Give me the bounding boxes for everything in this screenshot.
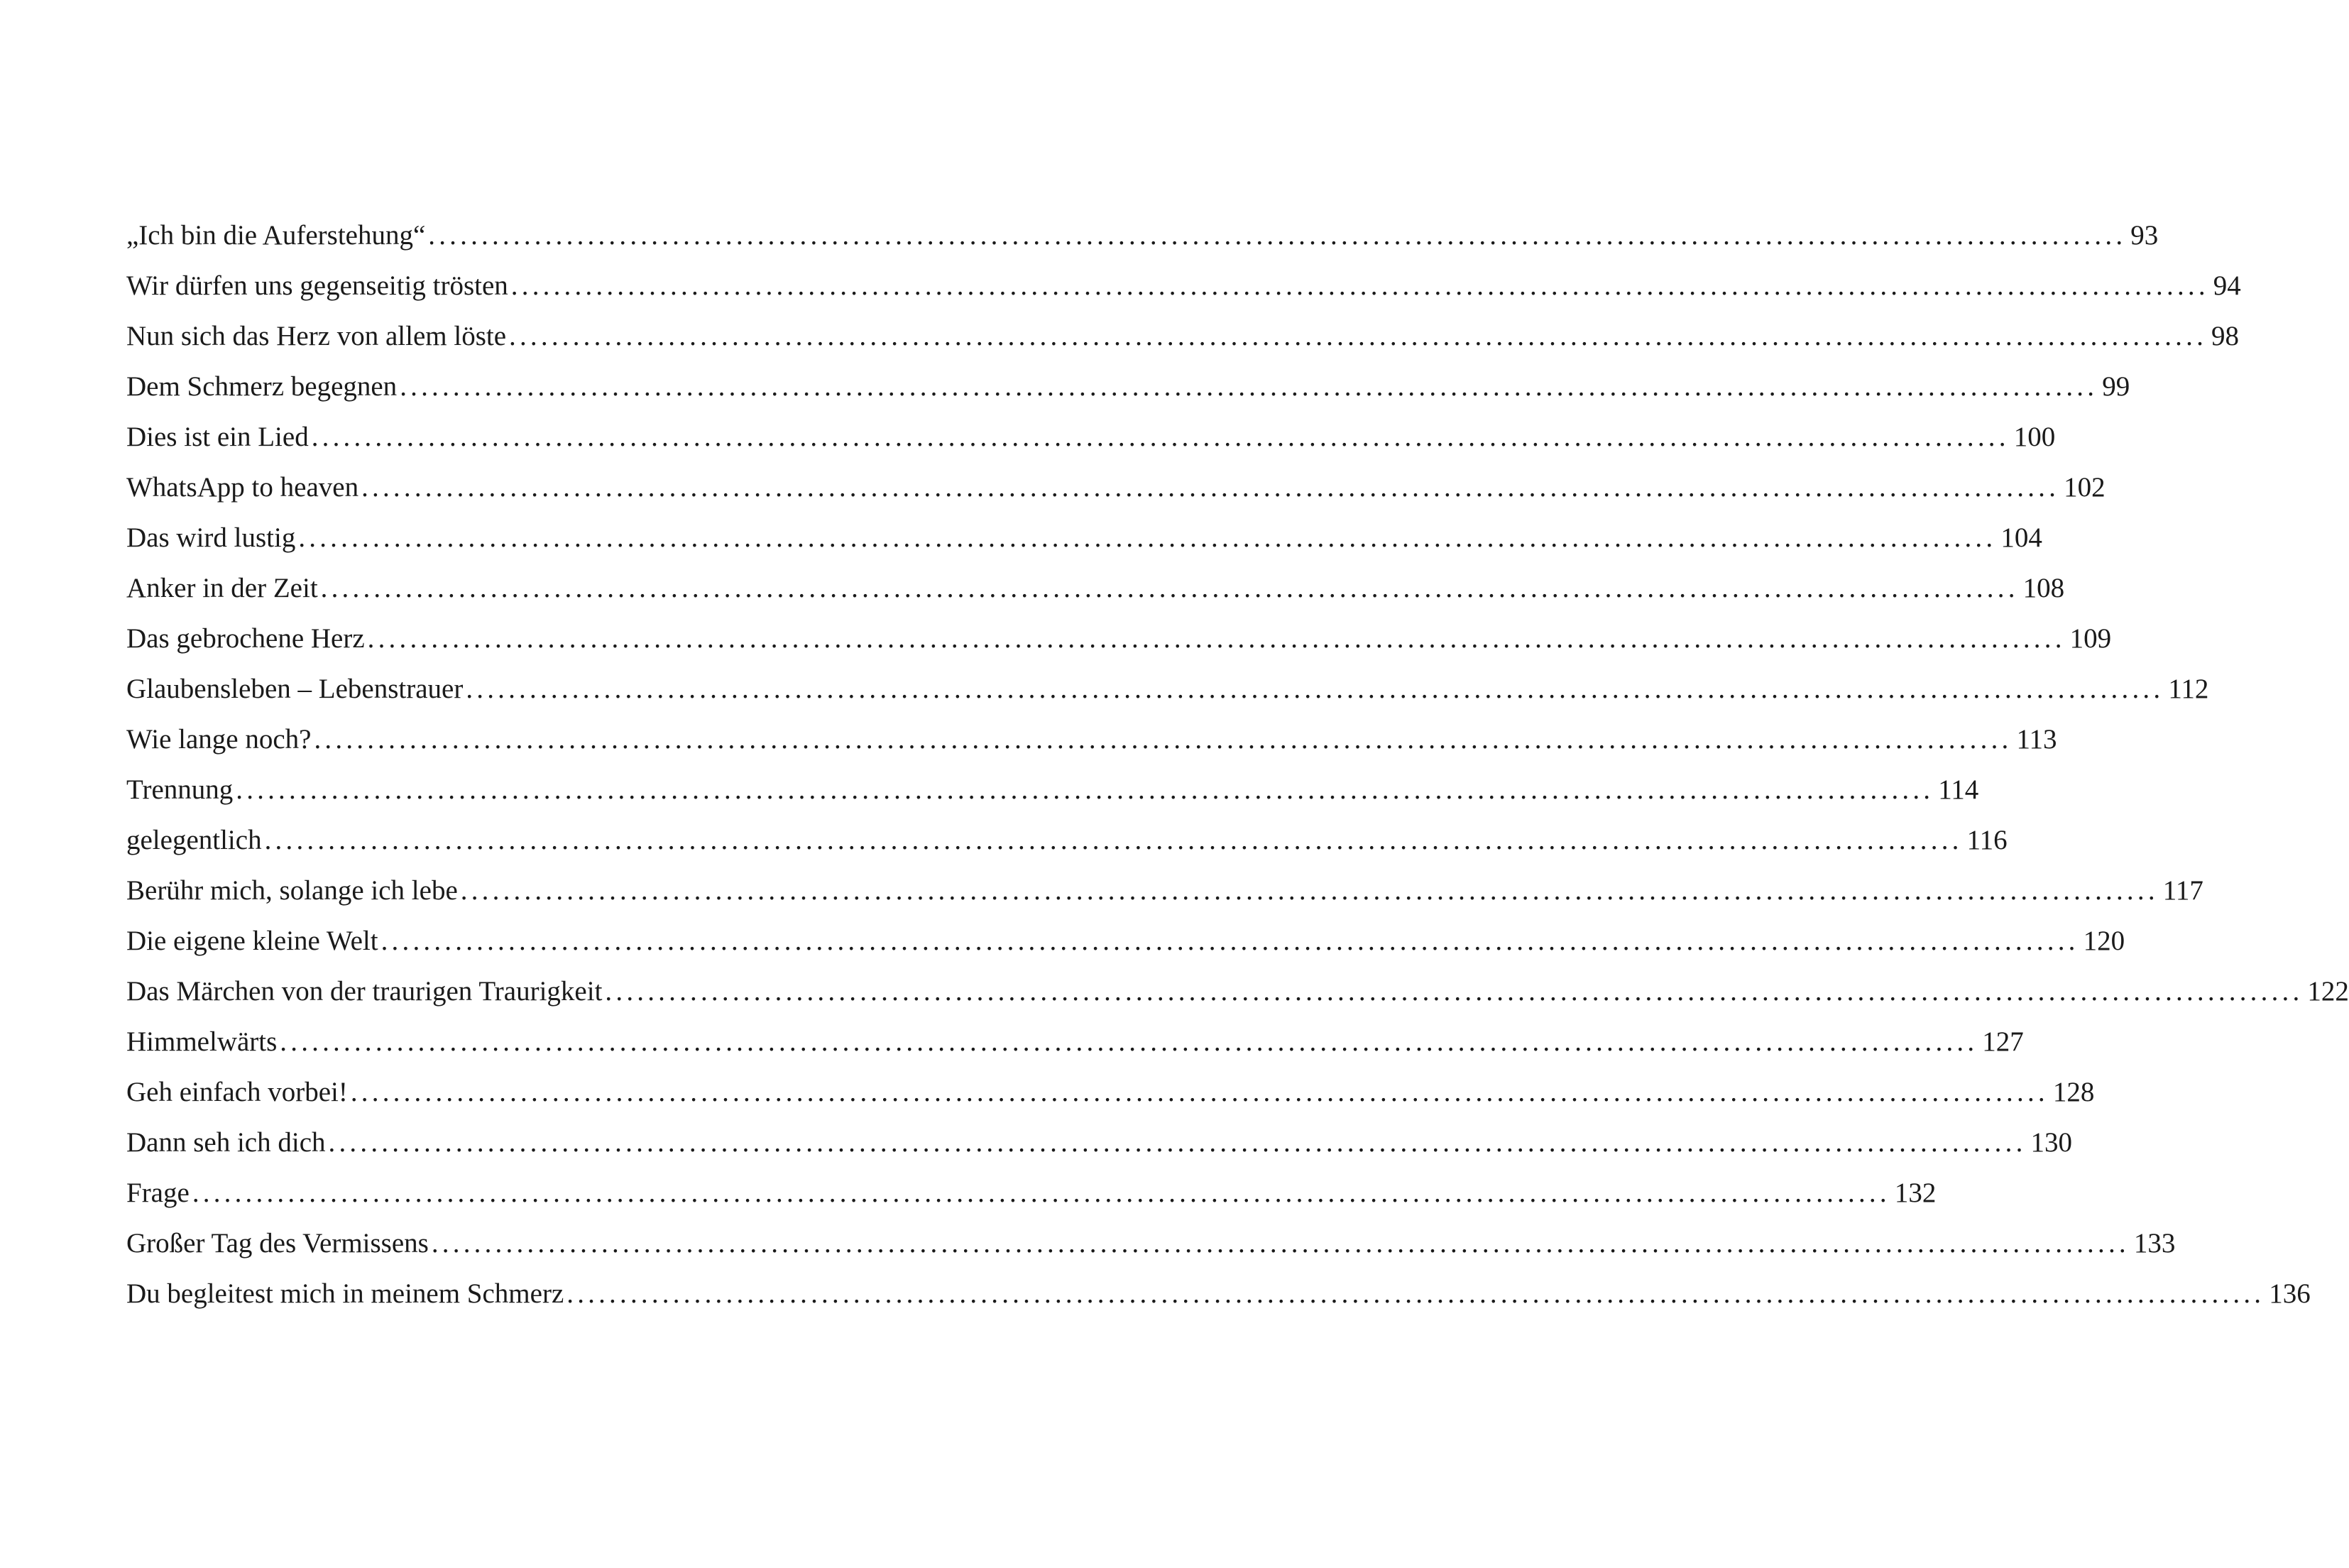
- toc-entry-page: 130: [2030, 1127, 2073, 1158]
- toc-dot-leader: ................................................................................................................................................................: [566, 1278, 2265, 1309]
- toc-entry: [126, 462, 2106, 512]
- toc-entry-page: 93: [2130, 220, 2159, 251]
- toc-entry: [126, 613, 2112, 664]
- toc-dot-leader: ................................................................................................................................................................: [431, 1228, 2130, 1259]
- toc-entry: [126, 1218, 2176, 1268]
- toc-entry-title: Wie lange noch?: [126, 724, 312, 755]
- toc-entry-page: 98: [2211, 321, 2240, 351]
- toc-entry-page: 114: [1938, 774, 1979, 805]
- toc-entry-page: 128: [2052, 1077, 2095, 1107]
- toc-dot-leader: ................................................................................................................................................................: [460, 875, 2159, 906]
- toc-entry: [126, 865, 2203, 916]
- toc-entry-page: 99: [2102, 371, 2130, 402]
- toc-entry-title: Nun sich das Herz von allem löste: [126, 321, 507, 351]
- toc-entry: [126, 1168, 1937, 1218]
- toc-dot-leader: ................................................................................................................................................................: [192, 1178, 1890, 1208]
- toc-entry: [126, 764, 1979, 815]
- toc-entry-page: 113: [2016, 724, 2057, 755]
- toc-entry-title: gelegentlich: [126, 825, 262, 855]
- table-of-contents: [126, 210, 2349, 1319]
- toc-entry-title: Dann seh ich dich: [126, 1127, 326, 1158]
- toc-entry-title: Geh einfach vorbei!: [126, 1077, 348, 1107]
- toc-entry-title: Glaubensleben – Lebenstrauer: [126, 674, 464, 704]
- toc-entry-title: Das gebrochene Herz: [126, 623, 365, 654]
- toc-entry: [126, 563, 2065, 613]
- toc-dot-leader: ................................................................................................................................................................: [314, 724, 2013, 755]
- toc-dot-leader: ................................................................................................................................................................: [350, 1077, 2049, 1107]
- toc-entry: [126, 815, 2008, 865]
- toc-entry-page: 108: [2022, 573, 2065, 603]
- toc-entry-title: Das wird lustig: [126, 522, 296, 553]
- toc-dot-leader: ................................................................................................................................................................: [328, 1127, 2027, 1158]
- toc-dot-leader: ................................................................................................................................................................: [367, 623, 2066, 654]
- toc-entry-page: 136: [2269, 1278, 2311, 1309]
- toc-entry-title: WhatsApp to heaven: [126, 472, 359, 503]
- toc-dot-leader: ................................................................................................................................................................: [605, 976, 2304, 1007]
- toc-dot-leader: ................................................................................................................................................................: [400, 371, 2098, 402]
- toc-dot-leader: ................................................................................................................................................................: [380, 926, 2079, 956]
- toc-entry-title: Das Märchen von der traurigen Traurigkeit: [126, 976, 603, 1007]
- toc-entry: [126, 210, 2159, 261]
- toc-entry-title: Berühr mich, solange ich lebe: [126, 875, 458, 906]
- toc-entry: [126, 311, 2240, 361]
- toc-dot-leader: ................................................................................................................................................................: [466, 674, 2164, 704]
- toc-dot-leader: ................................................................................................................................................................: [236, 774, 1934, 805]
- toc-entry: [126, 966, 2349, 1016]
- toc-entry-title: Du begleitest mich in meinem Schmerz: [126, 1278, 564, 1309]
- toc-dot-leader: ................................................................................................................................................................: [509, 321, 2208, 351]
- toc-entry: [126, 261, 2241, 311]
- toc-entry-title: Großer Tag des Vermissens: [126, 1228, 429, 1259]
- toc-entry-title: Dies ist ein Lied: [126, 422, 309, 452]
- toc-entry-page: 112: [2168, 674, 2209, 704]
- toc-entry: [126, 714, 2057, 764]
- toc-entry: [126, 1067, 2095, 1117]
- toc-dot-leader: ................................................................................................................................................................: [361, 472, 2060, 503]
- toc-entry-title: Frage: [126, 1178, 190, 1208]
- toc-dot-leader: ................................................................................................................................................................: [264, 825, 1963, 855]
- toc-entry: [126, 1268, 2311, 1319]
- toc-entry-page: 109: [2069, 623, 2112, 654]
- toc-dot-leader: ................................................................................................................................................................: [298, 522, 1997, 553]
- toc-entry-title: Himmelwärts: [126, 1026, 278, 1057]
- toc-entry: [126, 512, 2042, 563]
- toc-dot-leader: ................................................................................................................................................................: [311, 422, 2010, 452]
- toc-dot-leader: ................................................................................................................................................................: [280, 1026, 1978, 1057]
- toc-entry: [126, 916, 2125, 966]
- toc-entry-page: 133: [2133, 1228, 2176, 1259]
- toc-entry-page: 122: [2307, 976, 2349, 1007]
- toc-dot-leader: ................................................................................................................................................................: [428, 220, 2127, 251]
- toc-entry-page: 117: [2162, 875, 2203, 906]
- toc-entry-page: 127: [1982, 1026, 2024, 1057]
- toc-entry: [126, 412, 2056, 462]
- toc-entry-title: Die eigene kleine Welt: [126, 926, 378, 956]
- toc-dot-leader: ................................................................................................................................................................: [320, 573, 2019, 603]
- toc-entry-page: 100: [2013, 422, 2056, 452]
- toc-entry-page: 102: [2064, 472, 2106, 503]
- toc-dot-leader: ................................................................................................................................................................: [510, 270, 2209, 301]
- toc-entry-page: 104: [2000, 522, 2042, 553]
- toc-entry: [126, 361, 2130, 412]
- toc-entry-title: Trennung: [126, 774, 234, 805]
- toc-entry: [126, 1016, 2024, 1067]
- toc-entry: [126, 1117, 2073, 1168]
- toc-entry-page: 120: [2083, 926, 2125, 956]
- toc-entry-title: Wir dürfen uns gegenseitig trösten: [126, 270, 508, 301]
- toc-entry-page: 116: [1966, 825, 2008, 855]
- toc-entry-title: Anker in der Zeit: [126, 573, 318, 603]
- toc-entry-title: Dem Schmerz begegnen: [126, 371, 398, 402]
- toc-entry-page: 94: [2213, 270, 2241, 301]
- toc-entry: [126, 664, 2209, 714]
- toc-entry-title: „Ich bin die Auferstehung“: [126, 220, 426, 251]
- toc-entry-page: 132: [1894, 1178, 1937, 1208]
